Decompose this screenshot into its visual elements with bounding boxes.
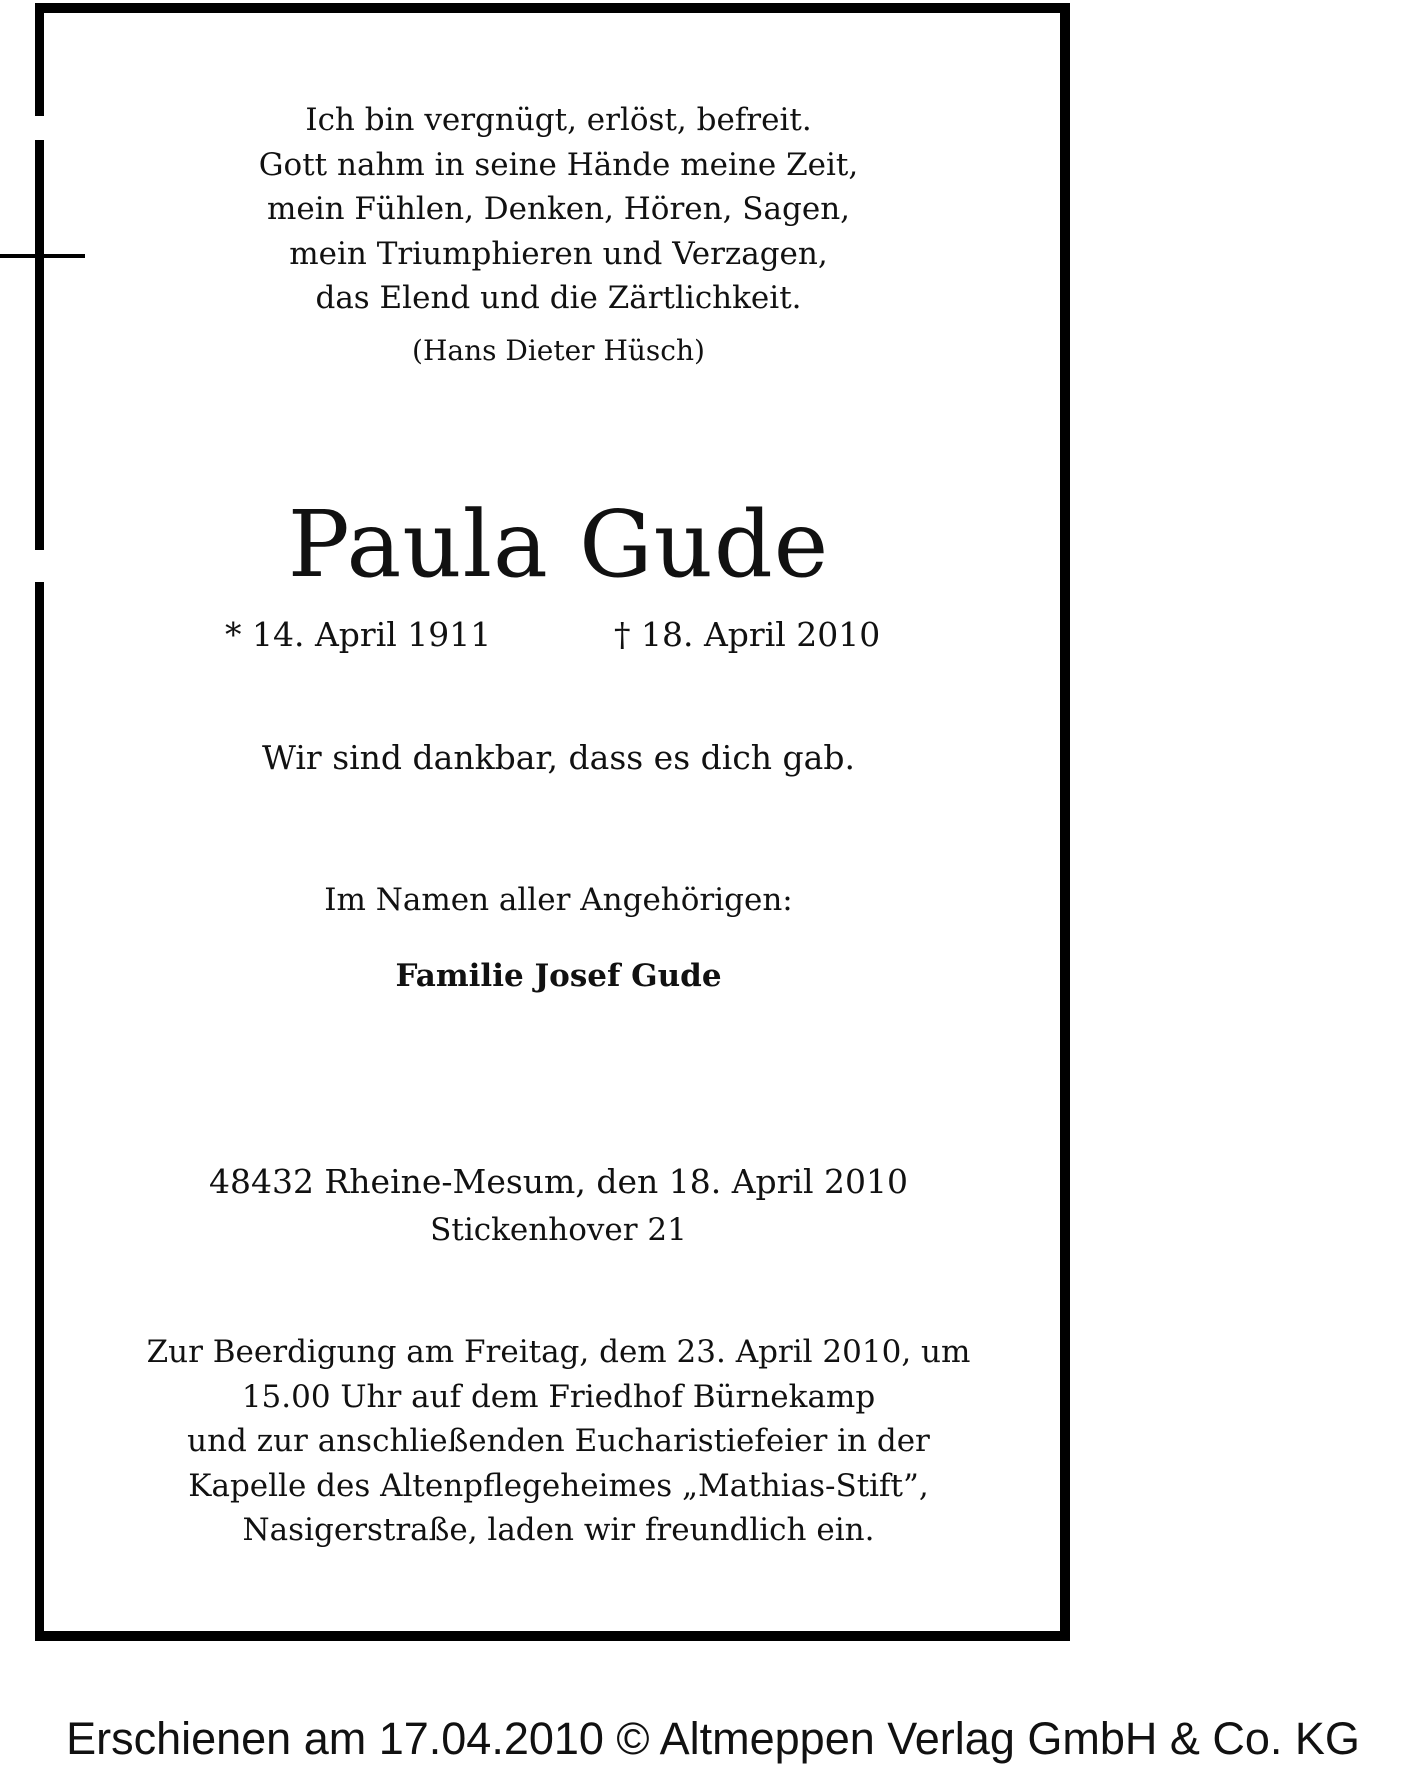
- frame-bottom-border: [35, 1631, 1070, 1641]
- funeral-line: Zur Beerdigung am Freitag, dem 23. April 2010, um: [146, 1334, 971, 1370]
- funeral-line: 15.00 Uhr auf dem Friedhof Bürnekamp: [241, 1378, 876, 1415]
- place-date: 48432 Rheine-Mesum, den 18. April 2010: [208, 1162, 909, 1201]
- poem-line: das Elend und die Zärtlichkeit.: [315, 280, 802, 316]
- thanks-line: Wir sind dankbar, dass es dich gab.: [262, 738, 855, 777]
- street-address: Stickenhover 21: [430, 1212, 687, 1248]
- poem-author: (Hans Dieter Hüsch): [412, 334, 705, 367]
- birth-date: * 14. April 1911: [225, 615, 492, 654]
- frame-top-border: [35, 3, 1070, 13]
- funeral-line: Nasigerstraße, laden wir freundlich ein.: [242, 1512, 875, 1548]
- frame-left-border-upper: [35, 3, 44, 116]
- death-date: † 18. April 2010: [614, 615, 881, 654]
- deceased-name: Paula Gude: [287, 491, 830, 598]
- poem-line: Gott nahm in seine Hände meine Zeit,: [258, 146, 859, 183]
- funeral-line: und zur anschließenden Eucharistiefeier in der: [187, 1423, 930, 1459]
- frame-left-border-middle: [35, 140, 44, 550]
- on-behalf-line: Im Namen aller Angehörigen:: [324, 882, 793, 918]
- funeral-info: [50, 1330, 1067, 1553]
- poem-line: mein Fühlen, Denken, Hören, Sagen,: [266, 191, 851, 227]
- funeral-line: Kapelle des Altenpflegeheimes „Mathias-Stift”,: [188, 1467, 929, 1504]
- frame-left-border-lower: [35, 582, 44, 1641]
- publication-footer: Erschienen am 17.04.2010 © Altmeppen Verlag GmbH & Co. KG: [66, 1713, 1360, 1764]
- poem-line: mein Triumphieren und Verzagen,: [289, 235, 828, 272]
- family-name: Familie Josef Gude: [395, 958, 722, 994]
- poem-line: Ich bin vergnügt, erlöst, befreit.: [305, 102, 812, 138]
- poem: [50, 98, 1067, 321]
